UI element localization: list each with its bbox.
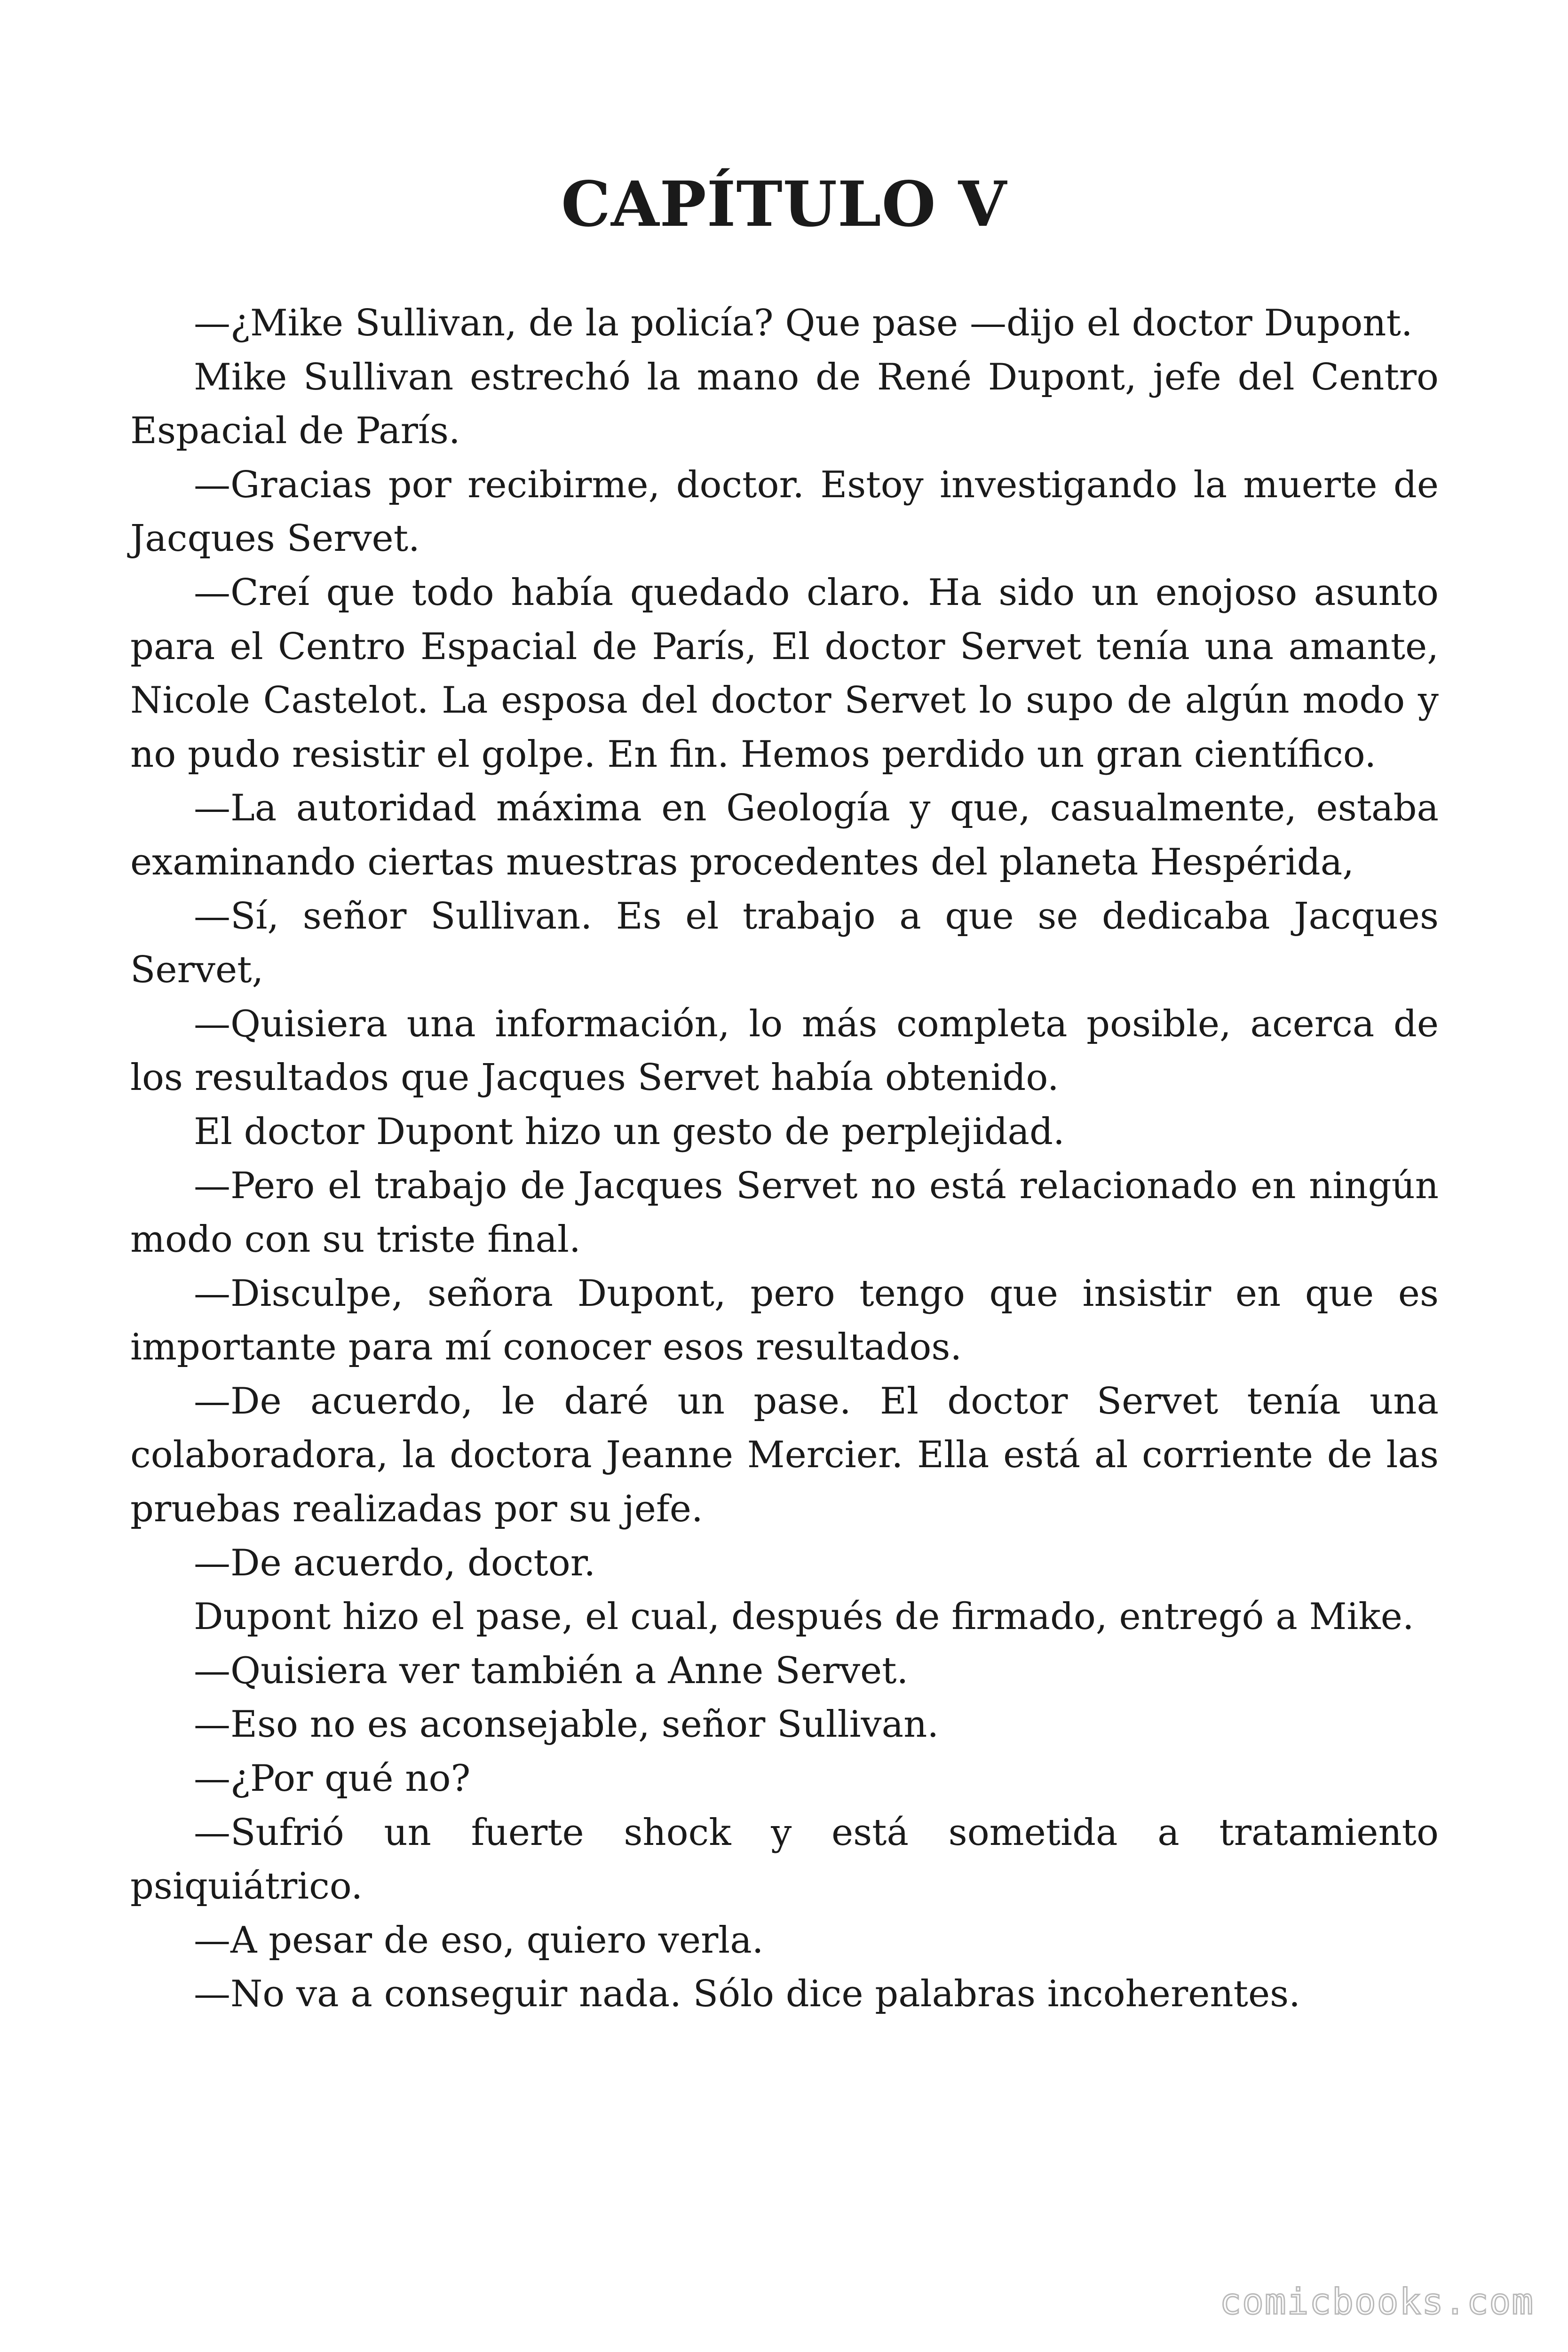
paragraph: Dupont hizo el pase, el cual, después de firmado, entregó a Mike. [194, 1596, 1414, 1638]
paragraph: —La autoridad máxima en Geología y que, casualmente, estaba examinando ciertas muestras procedentes del planeta Hespérida, [130, 787, 1439, 883]
paragraph: —¿Mike Sullivan, de la policía? Que pase —dijo el doctor Dupont. [194, 302, 1413, 344]
paragraph: El doctor Dupont hizo un gesto de perplejidad. [194, 1110, 1065, 1153]
paragraph: —De acuerdo, le daré un pase. El doctor Servet tenía una colaboradora, la doctora Jeanne Mercier. Ella está al corriente de las pruebas realizadas por su jefe. [130, 1380, 1439, 1531]
paragraph: —Creí que todo había quedado claro. Ha sido un enojoso asunto para el Centro Espacial de París, El doctor Servet tenía una amante, Nicole Castelot. La esposa del doctor Servet lo supo de algún modo y no pudo resistir el golpe. En fin. Hemos perdido un gran científico. [130, 571, 1439, 776]
paragraph: —Sufrió un fuerte shock y está sometida a tratamiento psiquiátrico. [130, 1811, 1439, 1908]
paragraph: —Disculpe, señora Dupont, pero tengo que insistir en que es importante para mí conocer esos resultados. [130, 1272, 1439, 1369]
paragraph: —No va a conseguir nada. Sólo dice palabras incoherentes. [194, 1973, 1300, 2016]
paragraph: —¿Por qué no? [194, 1757, 471, 1800]
paragraph: —Eso no es aconsejable, señor Sullivan. [194, 1703, 939, 1746]
chapter-body [130, 296, 1439, 2021]
paragraph: —Quisiera ver también a Anne Servet. [194, 1649, 909, 1692]
paragraph: —De acuerdo, doctor. [194, 1542, 596, 1584]
paragraph: —Gracias por recibirme, doctor. Estoy investigando la muerte de Jacques Servet. [130, 463, 1439, 560]
watermark: comicbooks.com [1220, 2280, 1534, 2322]
paragraph: —Sí, señor Sullivan. Es el trabajo a que se dedicaba Jacques Servet, [130, 895, 1439, 992]
chapter-title: CAPÍTULO V [561, 168, 1007, 241]
paragraph: —Pero el trabajo de Jacques Servet no está relacionado en ningún modo con su triste final. [130, 1164, 1439, 1261]
paragraph: Mike Sullivan estrechó la mano de René Dupont, jefe del Centro Espacial de París. [130, 356, 1439, 453]
paragraph: —Quisiera una información, lo más completa posible, acerca de los resultados que Jacques Servet había obtenido. [130, 1002, 1439, 1099]
paragraph: —A pesar de eso, quiero verla. [194, 1919, 764, 1962]
